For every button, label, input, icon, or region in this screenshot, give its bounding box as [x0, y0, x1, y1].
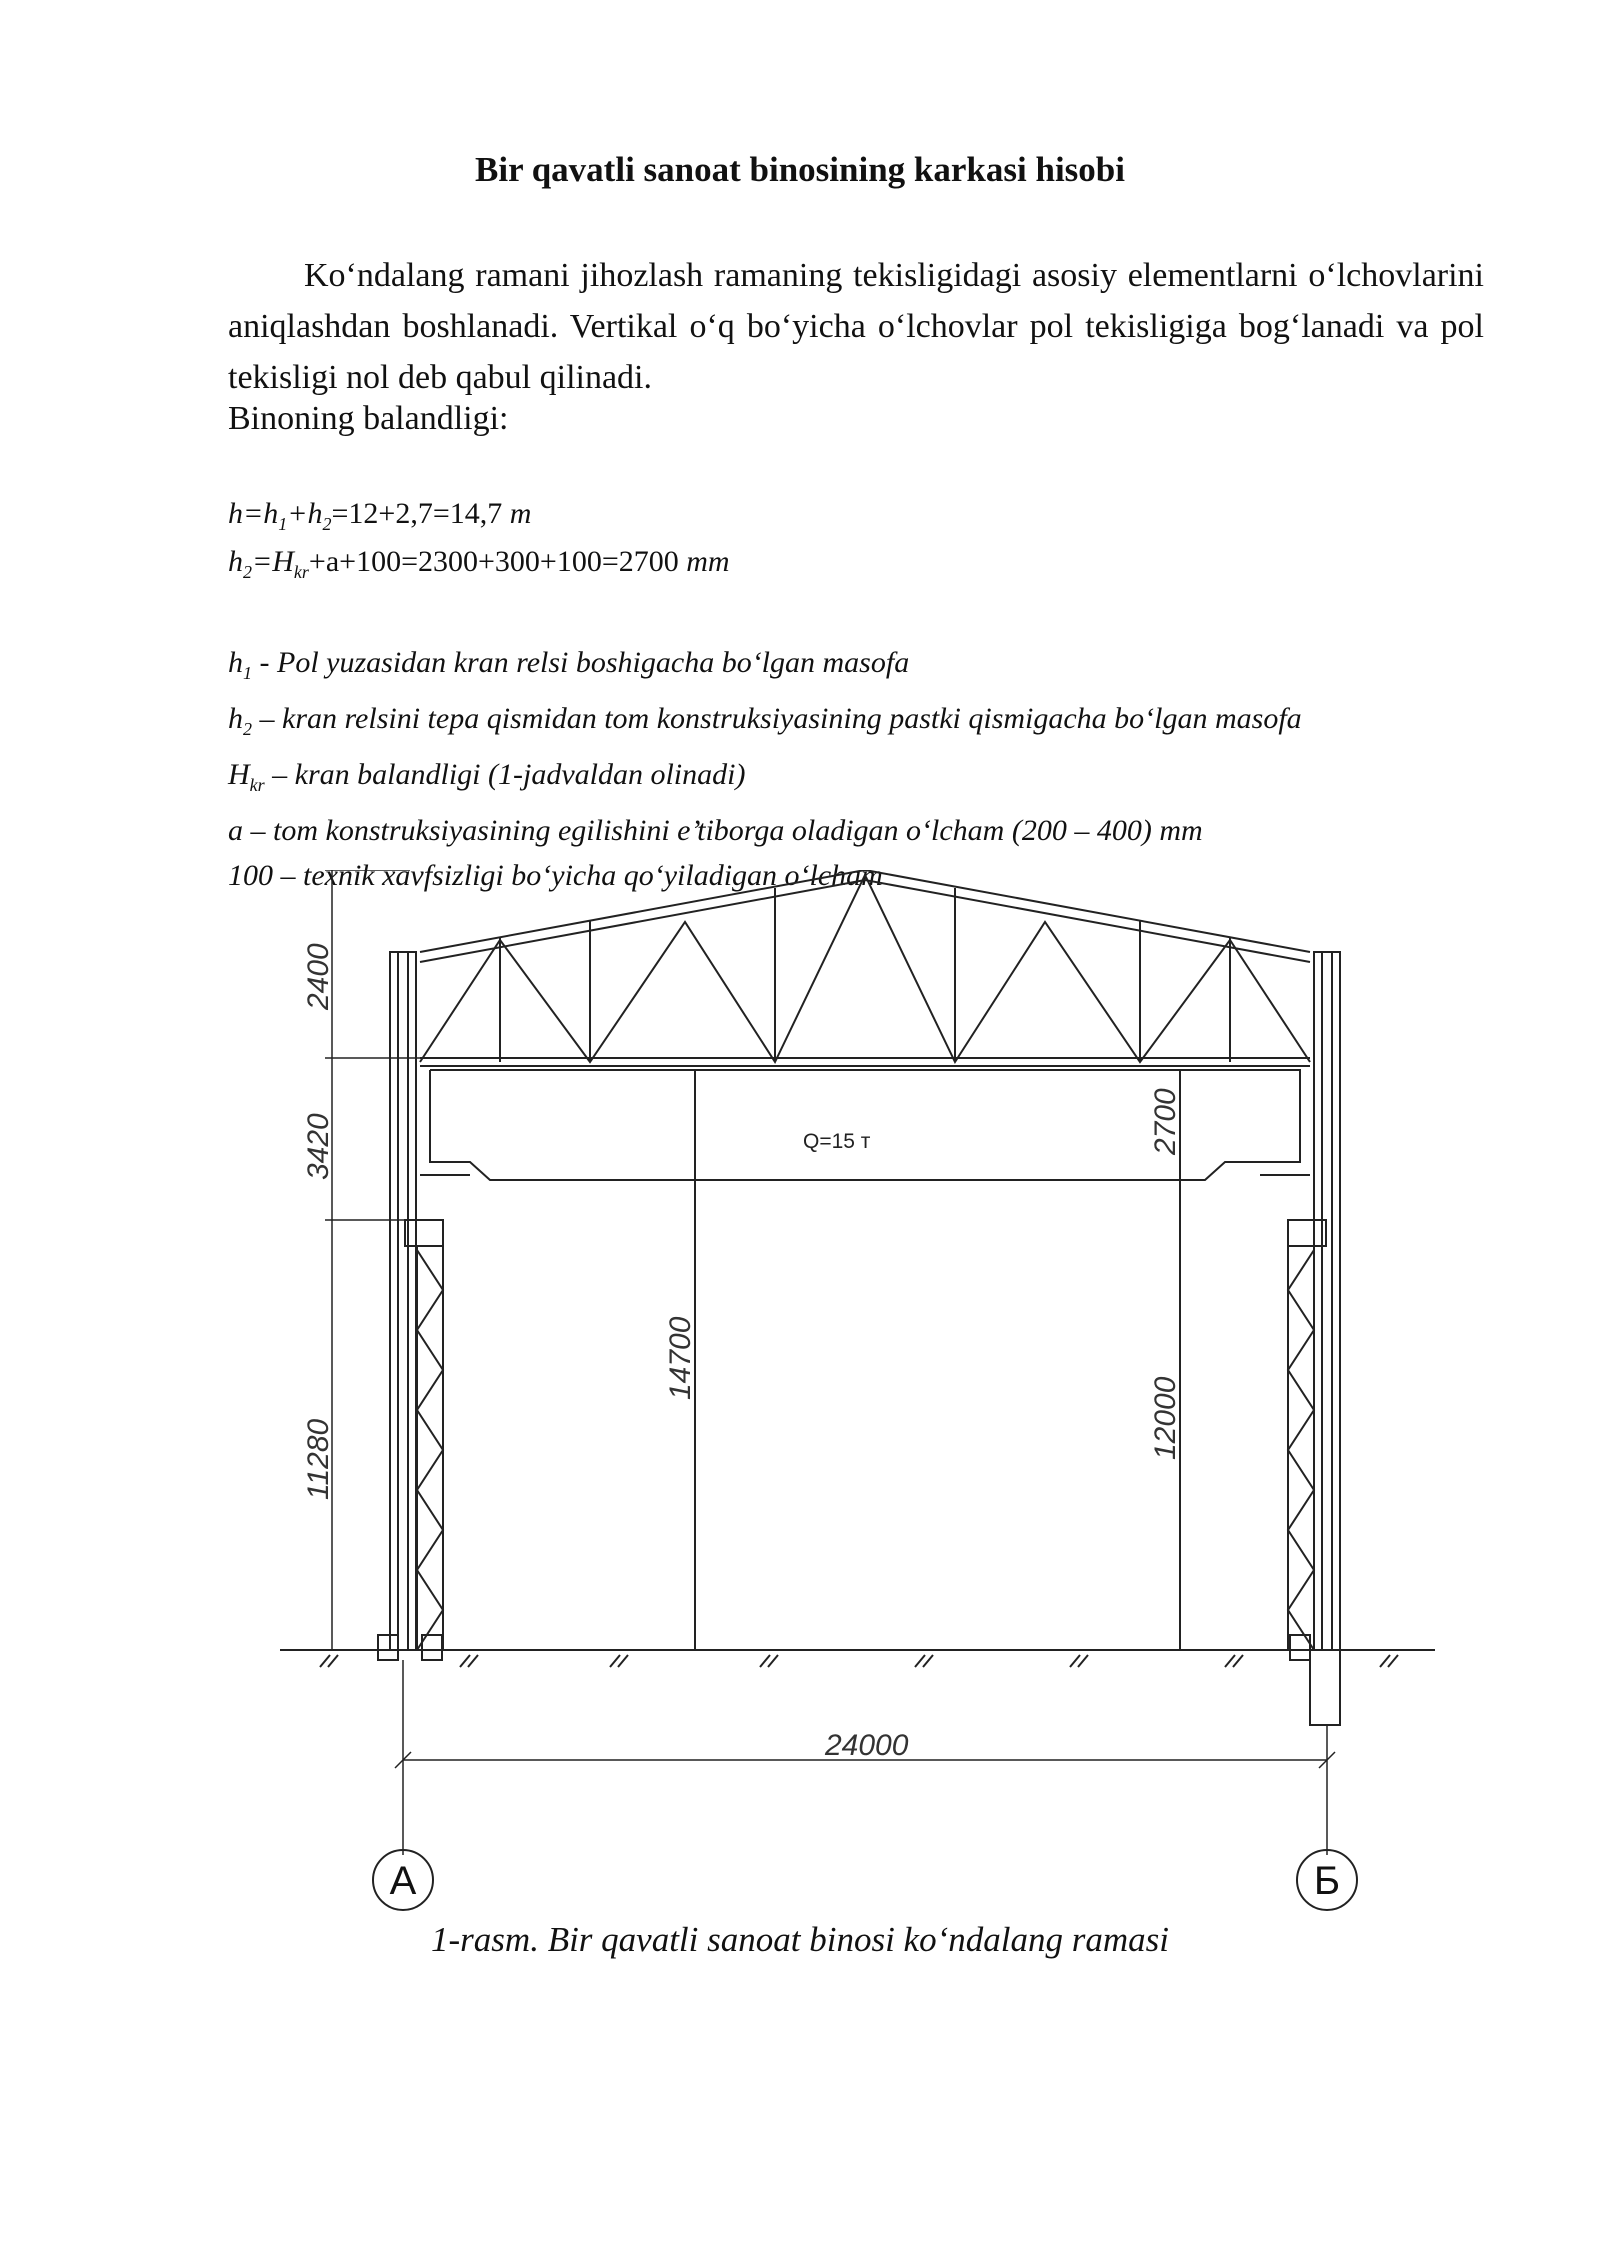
- def3-text: – kran balandligi (1-jadvaldan olinadi): [264, 758, 746, 791]
- def2-sub: 2: [243, 719, 252, 739]
- formula2-lhs: h: [228, 545, 243, 578]
- building-height-label: Binoning balandligi:: [228, 400, 509, 437]
- dim-24000-label: 24000: [825, 1729, 909, 1762]
- definition-100: 100 – texnik xavfsizligi bo‘yicha qo‘yiladigan o‘lcham: [228, 859, 883, 892]
- axis-b-label: Б: [1313, 1859, 1341, 1903]
- formula2-sub1: 2: [243, 562, 252, 582]
- figure-caption: 1-rasm. Bir qavatli sanoat binosi ko‘ndalang ramasi: [431, 1920, 1169, 1959]
- dim-12000-label: 12000: [1149, 1376, 1182, 1460]
- def3-symbol: H: [228, 758, 250, 791]
- dim-2400-label: 2400: [302, 943, 335, 1010]
- formula1-sub1: 1: [278, 514, 288, 534]
- dim-14700-label: 14700: [664, 1316, 697, 1400]
- formula2-sub2: kr: [293, 562, 309, 582]
- def1-text: - Pol yuzasidan kran relsi boshigacha bo‘lgan masofa: [252, 646, 910, 679]
- crane-load-label: Q=15 т: [803, 1130, 871, 1153]
- formula1-unit: m: [509, 497, 532, 530]
- roof-truss: [420, 870, 1310, 1066]
- right-column: [1288, 952, 1340, 1725]
- dim-3420-label: 3420: [302, 1113, 335, 1180]
- formula1-rhs: =12+2,7=14,7: [331, 497, 503, 530]
- formula2-rhs: +a+100=2300+300+100=2700: [308, 545, 679, 578]
- definition-hkr: [228, 752, 1302, 808]
- formula1-lhs: h=h: [228, 497, 279, 530]
- def1-symbol: h: [228, 646, 243, 679]
- definition-a: a – tom konstruksiyasining egilishini e’tiborga oladigan o‘lcham (200 – 400) mm: [228, 814, 1203, 847]
- intro-paragraph: Ko‘ndalang ramani jihozlash ramaning tekisligidagi asosiy elementlarni o‘lchovlarini aniqlashdan boshlanadi. Vertikal o‘q bo‘yicha o‘lchovlar pol tekisligiga bog‘lanadi va pol tekisligi nol deb qabul qilinadi.: [228, 257, 1484, 396]
- dim-11280-label: 11280: [302, 1418, 335, 1500]
- def1-sub: 1: [243, 663, 252, 683]
- axis-a-label: А: [389, 1859, 417, 1903]
- document-title: Bir qavatli sanoat binosining karkasi hisobi: [475, 150, 1125, 189]
- formula-height: [228, 497, 531, 535]
- crane-bridge: [420, 1070, 1310, 1650]
- definition-h1: [228, 640, 1302, 696]
- def2-symbol: h: [228, 702, 243, 735]
- formula2-eq: =H: [252, 545, 294, 578]
- def3-sub: kr: [249, 775, 265, 795]
- formula1-sub2: 2: [322, 514, 332, 534]
- frame-drawing: [270, 870, 1450, 1915]
- formula-h2: [228, 545, 730, 583]
- formula2-unit: mm: [686, 545, 730, 578]
- definition-h2: [228, 696, 1302, 752]
- definitions-list: [228, 640, 1302, 898]
- ground-line: [280, 1650, 1435, 1667]
- dimension-chain-left: [325, 870, 420, 1650]
- dim-2700-label: 2700: [1149, 1088, 1182, 1155]
- def2-text: – kran relsini tepa qismidan tom konstruksiyasining pastki qismigacha bo‘lgan masofa: [252, 702, 1302, 735]
- formula1-mid: +h: [287, 497, 323, 530]
